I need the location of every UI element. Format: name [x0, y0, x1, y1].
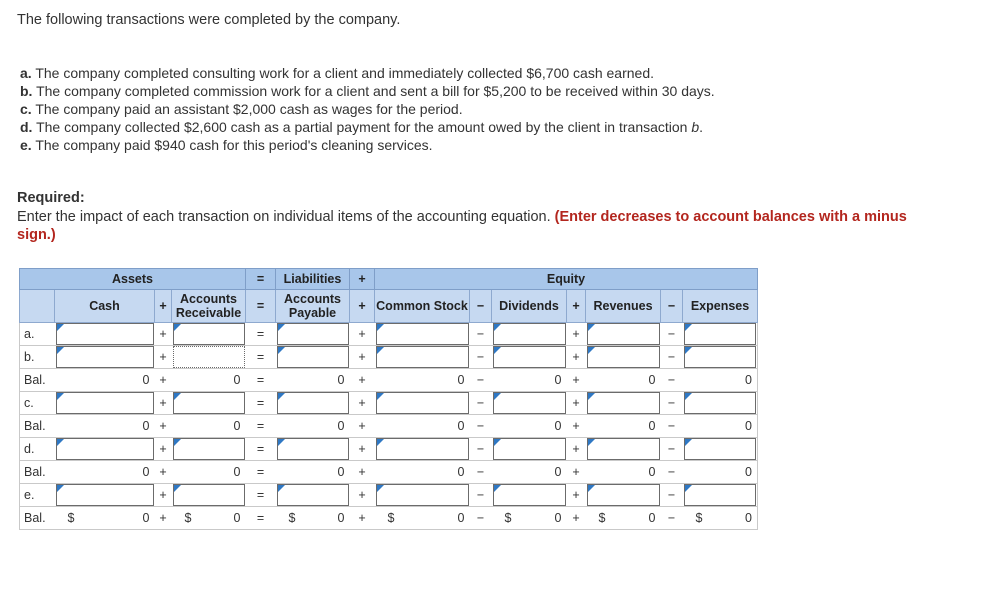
transaction-row: [20, 323, 758, 346]
dropdown-marker-icon: [685, 485, 692, 492]
accounts-payable-input[interactable]: [277, 323, 349, 345]
dividends-input[interactable]: [493, 346, 566, 368]
transaction-text: The company collected $2,600 cash as a partial payment for the amount owed by the client in transaction: [36, 119, 692, 135]
common-stock-cell: [375, 484, 470, 507]
dividends-cell: [492, 323, 567, 346]
dividends-header: Dividends: [492, 290, 567, 323]
currency-symbol: $: [695, 511, 703, 525]
row-label: b.: [20, 346, 55, 369]
accounts-receivable-cell: [172, 438, 246, 461]
expenses-cell: [683, 438, 758, 461]
common-stock-input[interactable]: [376, 346, 469, 368]
dropdown-marker-icon: [588, 439, 595, 446]
accounts-receivable-cell: [172, 346, 246, 369]
minus-operator: −: [661, 438, 683, 461]
plus-operator: +: [155, 461, 172, 484]
revenues-input[interactable]: [587, 323, 660, 345]
liabilities-header: Liabilities: [276, 269, 350, 290]
transaction-text: The company paid an assistant $2,000 cash as wages for the period.: [35, 101, 463, 117]
plus-operator: +: [350, 346, 375, 369]
dividends-balance-value: 0: [554, 465, 562, 479]
cash-cell: [55, 346, 155, 369]
plus-header: +: [350, 290, 375, 323]
plus-operator: +: [567, 507, 586, 530]
dropdown-marker-icon: [278, 485, 285, 492]
row-label: Bal.: [20, 461, 55, 484]
expenses-balance-value: 0: [745, 373, 752, 387]
accounts-receivable-balance-value: 0: [233, 373, 241, 387]
transaction-item: [20, 82, 715, 100]
row-label-header: [20, 290, 55, 323]
dropdown-marker-icon: [278, 347, 285, 354]
transaction-row: [20, 346, 758, 369]
transaction-row: [20, 392, 758, 415]
header-row-groups: [20, 269, 758, 290]
transaction-label: e.: [20, 137, 32, 153]
cash-cell: [55, 484, 155, 507]
minus-operator: −: [470, 346, 492, 369]
dividends-balance-value: 0: [554, 373, 562, 387]
transaction-label: d.: [20, 119, 33, 135]
expenses-balance-value: 0: [745, 465, 752, 479]
dropdown-marker-icon: [57, 439, 64, 446]
accounts-receivable-cell: [172, 484, 246, 507]
expenses-cell: [683, 484, 758, 507]
minus-operator: −: [661, 346, 683, 369]
dropdown-marker-icon: [685, 439, 692, 446]
plus-operator: +: [350, 415, 375, 438]
currency-symbol: $: [184, 511, 192, 525]
minus-operator: −: [661, 323, 683, 346]
minus-operator: −: [661, 507, 683, 530]
revenues-input[interactable]: [587, 438, 660, 460]
dropdown-marker-icon: [278, 324, 285, 331]
row-label: d.: [20, 438, 55, 461]
balance-row: [20, 369, 758, 392]
equals-operator: =: [246, 461, 276, 484]
accounts-payable-balance-cell: [276, 415, 350, 438]
minus-operator: −: [661, 369, 683, 392]
revenues-input[interactable]: [587, 346, 660, 368]
cash-balance-cell: [55, 507, 155, 530]
transaction-item: [20, 100, 715, 118]
balance-row: [20, 461, 758, 484]
dropdown-marker-icon: [57, 347, 64, 354]
row-label: a.: [20, 323, 55, 346]
plus-operator: +: [155, 415, 172, 438]
cash-input[interactable]: [56, 484, 154, 506]
transaction-item: [20, 136, 715, 154]
expenses-input[interactable]: [684, 323, 757, 345]
cash-balance-cell: [55, 415, 155, 438]
revenues-balance-cell: [586, 369, 661, 392]
common-stock-input[interactable]: [376, 484, 469, 506]
row-label: e.: [20, 484, 55, 507]
transaction-row: [20, 484, 758, 507]
revenues-cell: [586, 346, 661, 369]
revenues-input[interactable]: [587, 484, 660, 506]
common-stock-balance-value: 0: [457, 511, 465, 525]
revenues-cell: [586, 484, 661, 507]
revenues-balance-value: 0: [648, 419, 656, 433]
row-label: c.: [20, 392, 55, 415]
expenses-balance-cell: [683, 507, 758, 530]
dropdown-marker-icon: [278, 393, 285, 400]
cash-cell: [55, 392, 155, 415]
accounts-payable-cell: [276, 346, 350, 369]
equals-header: =: [246, 269, 276, 290]
cash-balance-value: 0: [142, 373, 150, 387]
common-stock-header: Common Stock: [375, 290, 470, 323]
cash-cell: [55, 438, 155, 461]
dropdown-marker-icon: [494, 439, 501, 446]
accounts-receivable-input[interactable]: [173, 392, 245, 414]
accounts-payable-balance-value: 0: [337, 373, 345, 387]
minus-operator: −: [470, 415, 492, 438]
transaction-item: [20, 118, 715, 136]
plus-operator: +: [155, 369, 172, 392]
dropdown-marker-icon: [174, 439, 181, 446]
accounts-receivable-cell: [172, 392, 246, 415]
equals-operator: =: [246, 346, 276, 369]
plus-operator: +: [350, 369, 375, 392]
transaction-item: [20, 64, 715, 82]
transaction-row: [20, 438, 758, 461]
common-stock-cell: [375, 392, 470, 415]
plus-header: +: [350, 269, 375, 290]
plus-operator: +: [155, 346, 172, 369]
accounts-payable-cell: [276, 484, 350, 507]
currency-symbol: $: [598, 511, 606, 525]
plus-operator: +: [155, 484, 172, 507]
assets-header: Assets: [20, 269, 246, 290]
plus-operator: +: [155, 392, 172, 415]
plus-operator: +: [350, 507, 375, 530]
intro-text: The following transactions were completed by the company.: [17, 12, 401, 28]
row-label: Bal.: [20, 415, 55, 438]
accounts-receivable-input[interactable]: [173, 438, 245, 460]
expenses-cell: [683, 346, 758, 369]
row-label: Bal.: [20, 369, 55, 392]
plus-operator: +: [567, 484, 586, 507]
dropdown-marker-icon: [174, 324, 181, 331]
cash-input[interactable]: [56, 346, 154, 368]
cash-cell: [55, 323, 155, 346]
plus-operator: +: [567, 369, 586, 392]
revenues-balance-value: 0: [648, 373, 656, 387]
accounting-equation-table: [19, 268, 758, 530]
minus-operator: −: [661, 484, 683, 507]
transaction-text: The company completed commission work for a client and sent a bill for $5,200 to be received within 30 days.: [36, 83, 715, 99]
dropdown-marker-icon: [377, 347, 384, 354]
accounts-receivable-balance-cell: [172, 415, 246, 438]
currency-symbol: $: [288, 511, 296, 525]
currency-symbol: $: [387, 511, 395, 525]
accounts-receivable-balance-value: 0: [233, 465, 241, 479]
minus-operator: −: [470, 484, 492, 507]
common-stock-balance-cell: [375, 415, 470, 438]
revenues-balance-cell: [586, 415, 661, 438]
plus-operator: +: [350, 461, 375, 484]
common-stock-balance-value: 0: [457, 373, 465, 387]
currency-symbol: $: [504, 511, 512, 525]
dropdown-marker-icon: [588, 393, 595, 400]
dropdown-marker-icon: [57, 324, 64, 331]
dividends-input[interactable]: [493, 438, 566, 460]
dropdown-marker-icon: [685, 324, 692, 331]
dropdown-marker-icon: [377, 439, 384, 446]
common-stock-input[interactable]: [376, 392, 469, 414]
dropdown-marker-icon: [588, 347, 595, 354]
expenses-balance-cell: [683, 461, 758, 484]
minus-operator: −: [661, 415, 683, 438]
dropdown-marker-icon: [685, 393, 692, 400]
plus-operator: +: [155, 507, 172, 530]
minus-header: −: [661, 290, 683, 323]
dividends-balance-cell: [492, 415, 567, 438]
balance-row: [20, 415, 758, 438]
dividends-input[interactable]: [493, 392, 566, 414]
accounts-receivable-balance-cell: [172, 461, 246, 484]
minus-operator: −: [470, 369, 492, 392]
revenues-balance-value: 0: [648, 511, 656, 525]
dividends-balance-cell: [492, 461, 567, 484]
dropdown-marker-icon: [494, 347, 501, 354]
dividends-input[interactable]: [493, 484, 566, 506]
common-stock-balance-cell: [375, 507, 470, 530]
plus-operator: +: [350, 323, 375, 346]
dividends-cell: [492, 438, 567, 461]
revenues-balance-cell: [586, 461, 661, 484]
expenses-cell: [683, 392, 758, 415]
dropdown-marker-icon: [685, 347, 692, 354]
transaction-text-end: .: [699, 119, 704, 135]
dropdown-marker-icon: [278, 439, 285, 446]
common-stock-balance-value: 0: [457, 419, 465, 433]
dropdown-marker-icon: [588, 485, 595, 492]
accounts-payable-balance-value: 0: [337, 511, 345, 525]
expenses-cell: [683, 323, 758, 346]
cash-balance-cell: [55, 461, 155, 484]
common-stock-cell: [375, 346, 470, 369]
accounts-receivable-balance-value: 0: [233, 511, 241, 525]
common-stock-balance-cell: [375, 461, 470, 484]
expenses-balance-value: 0: [745, 419, 752, 433]
accounts-receivable-balance-cell: [172, 507, 246, 530]
accounts-receivable-input[interactable]: [173, 323, 245, 345]
plus-operator: +: [155, 323, 172, 346]
accounts-payable-cell: [276, 438, 350, 461]
equals-operator: =: [246, 392, 276, 415]
equals-operator: =: [246, 415, 276, 438]
revenues-balance-value: 0: [648, 465, 656, 479]
accounts-payable-cell: [276, 323, 350, 346]
accounts-payable-balance-cell: [276, 507, 350, 530]
required-text: Enter the impact of each transaction on individual items of the accounting equation.: [17, 209, 555, 225]
cash-balance-value: 0: [142, 419, 150, 433]
accounts-payable-balance-value: 0: [337, 465, 345, 479]
dropdown-marker-icon: [377, 324, 384, 331]
minus-operator: −: [470, 461, 492, 484]
accounts-payable-balance-cell: [276, 461, 350, 484]
transaction-text: The company paid $940 cash for this period's cleaning services.: [35, 137, 433, 153]
dividends-input[interactable]: [493, 323, 566, 345]
cash-balance-cell: [55, 369, 155, 392]
equals-header: =: [246, 290, 276, 323]
plus-operator: +: [350, 392, 375, 415]
expenses-balance-cell: [683, 415, 758, 438]
dividends-balance-cell: [492, 369, 567, 392]
dividends-cell: [492, 346, 567, 369]
minus-operator: −: [661, 461, 683, 484]
common-stock-balance-cell: [375, 369, 470, 392]
transaction-label: c.: [20, 101, 32, 117]
revenues-cell: [586, 323, 661, 346]
expenses-header: Expenses: [683, 290, 758, 323]
dropdown-marker-icon: [57, 485, 64, 492]
common-stock-cell: [375, 323, 470, 346]
accounts-receivable-cell: [172, 323, 246, 346]
revenues-balance-cell: [586, 507, 661, 530]
cash-input[interactable]: [56, 438, 154, 460]
equals-operator: =: [246, 323, 276, 346]
transaction-reference: b: [691, 119, 700, 135]
plus-operator: +: [350, 438, 375, 461]
transaction-label: a.: [20, 65, 32, 81]
accounts-receivable-input[interactable]: [173, 346, 245, 368]
plus-operator: +: [567, 415, 586, 438]
accounts-receivable-balance-cell: [172, 369, 246, 392]
accounts-payable-header: Accounts Payable: [276, 290, 350, 323]
dividends-cell: [492, 392, 567, 415]
dropdown-marker-icon: [494, 485, 501, 492]
minus-operator: −: [470, 323, 492, 346]
cash-input[interactable]: [56, 323, 154, 345]
dropdown-marker-icon: [588, 324, 595, 331]
expenses-input[interactable]: [684, 346, 757, 368]
expenses-balance-cell: [683, 369, 758, 392]
accounts-payable-cell: [276, 392, 350, 415]
cash-balance-value: 0: [142, 465, 150, 479]
minus-header: −: [470, 290, 492, 323]
minus-operator: −: [470, 392, 492, 415]
required-emphasis: (Enter decreases to account balances with a minus sign.): [17, 209, 907, 243]
dropdown-marker-icon: [494, 324, 501, 331]
dropdown-marker-icon: [57, 393, 64, 400]
expenses-input[interactable]: [684, 392, 757, 414]
required-instructions: [17, 208, 937, 244]
revenues-cell: [586, 438, 661, 461]
expenses-balance-value: 0: [745, 511, 752, 525]
dropdown-marker-icon: [377, 485, 384, 492]
revenues-input[interactable]: [587, 392, 660, 414]
plus-operator: +: [155, 438, 172, 461]
minus-operator: −: [470, 507, 492, 530]
accounts-receivable-header: Accounts Receivable: [172, 290, 246, 323]
accounts-payable-input[interactable]: [277, 438, 349, 460]
dividends-balance-value: 0: [554, 419, 562, 433]
expenses-input[interactable]: [684, 438, 757, 460]
equals-operator: =: [246, 507, 276, 530]
equals-operator: =: [246, 438, 276, 461]
accounts-payable-balance-value: 0: [337, 419, 345, 433]
plus-operator: +: [567, 346, 586, 369]
dividends-balance-cell: [492, 507, 567, 530]
equals-operator: =: [246, 484, 276, 507]
dividends-cell: [492, 484, 567, 507]
transaction-label: b.: [20, 83, 33, 99]
plus-header: +: [155, 290, 172, 323]
dropdown-marker-icon: [494, 393, 501, 400]
common-stock-input[interactable]: [376, 438, 469, 460]
transaction-text: The company completed consulting work for a client and immediately collected $6,700 cash earned.: [35, 65, 655, 81]
minus-operator: −: [661, 392, 683, 415]
accounts-payable-input[interactable]: [277, 346, 349, 368]
row-label: Bal.: [20, 507, 55, 530]
expenses-input[interactable]: [684, 484, 757, 506]
revenues-header: Revenues: [586, 290, 661, 323]
cash-balance-value: 0: [142, 511, 150, 525]
cash-input[interactable]: [56, 392, 154, 414]
plus-operator: +: [567, 461, 586, 484]
dropdown-marker-icon: [174, 485, 181, 492]
required-heading: Required:: [17, 190, 85, 206]
currency-symbol: $: [67, 511, 75, 525]
dividends-balance-value: 0: [554, 511, 562, 525]
common-stock-input[interactable]: [376, 323, 469, 345]
cash-header: Cash: [55, 290, 155, 323]
dropdown-marker-icon: [377, 393, 384, 400]
accounts-receivable-balance-value: 0: [233, 419, 241, 433]
plus-operator: +: [567, 323, 586, 346]
balance-row: [20, 507, 758, 530]
minus-operator: −: [470, 438, 492, 461]
plus-operator: +: [567, 438, 586, 461]
revenues-cell: [586, 392, 661, 415]
accounts-payable-input[interactable]: [277, 484, 349, 506]
equals-operator: =: [246, 369, 276, 392]
plus-header: +: [567, 290, 586, 323]
common-stock-cell: [375, 438, 470, 461]
equity-header: Equity: [375, 269, 758, 290]
transaction-list: [20, 64, 715, 154]
accounts-receivable-input[interactable]: [173, 484, 245, 506]
accounts-payable-balance-cell: [276, 369, 350, 392]
accounts-payable-input[interactable]: [277, 392, 349, 414]
common-stock-balance-value: 0: [457, 465, 465, 479]
plus-operator: +: [567, 392, 586, 415]
header-row-accounts: [20, 290, 758, 323]
plus-operator: +: [350, 484, 375, 507]
dropdown-marker-icon: [174, 393, 181, 400]
